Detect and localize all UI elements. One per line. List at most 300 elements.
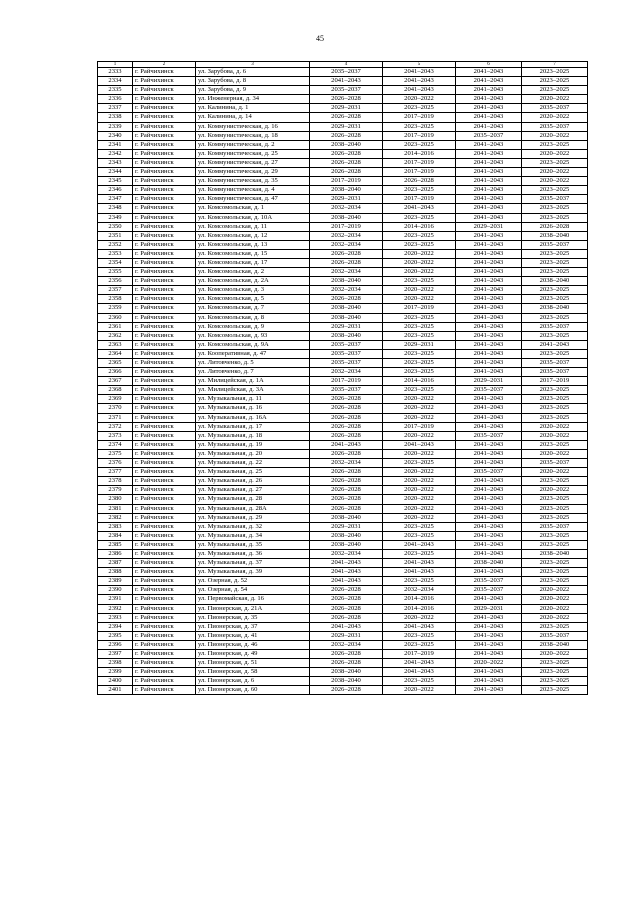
period-3-cell: 2041–2043: [456, 613, 522, 622]
period-1-cell: 2035–2037: [310, 86, 383, 95]
period-2-cell: 2020–2022: [383, 495, 456, 504]
period-3-cell: 2041–2043: [456, 359, 522, 368]
period-4-cell: 2023–2025: [522, 677, 588, 686]
period-2-cell: 2041–2043: [383, 559, 456, 568]
table-row: [98, 440, 588, 449]
city-cell: г. Райчихинск: [133, 622, 196, 631]
period-4-cell: 2023–2025: [522, 404, 588, 413]
address-cell: ул. Музыкальная, д. 35: [196, 540, 310, 549]
period-4-cell: 2020–2022: [522, 586, 588, 595]
address-cell: ул. Зарубова, д. 9: [196, 86, 310, 95]
table-row: [98, 513, 588, 522]
row-number-cell: 2354: [98, 258, 133, 267]
city-cell: г. Райчихинск: [133, 586, 196, 595]
period-1-cell: 2017–2019: [310, 222, 383, 231]
row-number-cell: 2346: [98, 186, 133, 195]
period-2-cell: 2017–2019: [383, 158, 456, 167]
period-1-cell: 2029–2031: [310, 195, 383, 204]
row-number-cell: 2363: [98, 340, 133, 349]
period-1-cell: 2038–2040: [310, 531, 383, 540]
period-1-cell: 2026–2028: [310, 395, 383, 404]
table-row: [98, 559, 588, 568]
period-1-cell: 2026–2028: [310, 495, 383, 504]
address-cell: ул. Пионерская, д. 37: [196, 622, 310, 631]
period-1-cell: 2017–2019: [310, 377, 383, 386]
period-1-cell: 2035–2037: [310, 349, 383, 358]
table-row: [98, 604, 588, 613]
page-number: 45: [316, 34, 324, 43]
period-1-cell: 2032–2034: [310, 268, 383, 277]
city-cell: г. Райчихинск: [133, 77, 196, 86]
table-row: [98, 568, 588, 577]
row-number-cell: 2339: [98, 122, 133, 131]
address-cell: ул. Комсомольская, д. 17: [196, 258, 310, 267]
period-4-cell: 2035–2037: [522, 459, 588, 468]
period-2-cell: 2026–2028: [383, 177, 456, 186]
period-3-cell: 2041–2043: [456, 440, 522, 449]
period-1-cell: 2041–2043: [310, 577, 383, 586]
table-row: [98, 104, 588, 113]
period-1-cell: 2017–2019: [310, 177, 383, 186]
period-4-cell: 2020–2022: [522, 486, 588, 495]
period-3-cell: 2041–2043: [456, 668, 522, 677]
city-cell: г. Райчихинск: [133, 568, 196, 577]
period-2-cell: 2017–2019: [383, 168, 456, 177]
column-number-6: 6: [456, 62, 522, 68]
period-4-cell: 2023–2025: [522, 295, 588, 304]
period-2-cell: 2023–2025: [383, 277, 456, 286]
period-2-cell: 2023–2025: [383, 640, 456, 649]
period-1-cell: 2026–2028: [310, 249, 383, 258]
city-cell: г. Райчихинск: [133, 449, 196, 458]
period-3-cell: 2041–2043: [456, 122, 522, 131]
period-4-cell: 2020–2022: [522, 95, 588, 104]
address-cell: ул. Комсомольская, д. 2: [196, 268, 310, 277]
table-row: [98, 386, 588, 395]
city-cell: г. Райчихинск: [133, 522, 196, 531]
period-1-cell: 2035–2037: [310, 340, 383, 349]
period-1-cell: 2038–2040: [310, 304, 383, 313]
period-2-cell: 2020–2022: [383, 258, 456, 267]
address-cell: ул. Коммунистическая, д. 47: [196, 195, 310, 204]
period-2-cell: 2023–2025: [383, 522, 456, 531]
city-cell: г. Райчихинск: [133, 395, 196, 404]
row-number-cell: 2375: [98, 449, 133, 458]
period-2-cell: 2020–2022: [383, 413, 456, 422]
period-3-cell: 2041–2043: [456, 186, 522, 195]
period-4-cell: 2023–2025: [522, 477, 588, 486]
address-cell: ул. Инженерная, д. 34: [196, 95, 310, 104]
row-number-cell: 2341: [98, 140, 133, 149]
row-number-cell: 2385: [98, 540, 133, 549]
table-row: [98, 286, 588, 295]
city-cell: г. Райчихинск: [133, 422, 196, 431]
city-cell: г. Райчихинск: [133, 640, 196, 649]
table-row: [98, 349, 588, 358]
period-2-cell: 2023–2025: [383, 549, 456, 558]
address-cell: ул. Музыкальная, д. 18: [196, 431, 310, 440]
city-cell: г. Райчихинск: [133, 331, 196, 340]
period-1-cell: 2026–2028: [310, 168, 383, 177]
city-cell: г. Райчихинск: [133, 95, 196, 104]
period-4-cell: 2023–2025: [522, 204, 588, 213]
period-4-cell: 2023–2025: [522, 622, 588, 631]
address-cell: ул. Пионерская, д. 60: [196, 686, 310, 695]
address-cell: ул. Калинина, д. 1: [196, 104, 310, 113]
row-number-cell: 2360: [98, 313, 133, 322]
period-3-cell: 2029–2031: [456, 604, 522, 613]
period-4-cell: 2023–2025: [522, 413, 588, 422]
period-3-cell: 2041–2043: [456, 549, 522, 558]
period-1-cell: 2038–2040: [310, 313, 383, 322]
table-row: [98, 359, 588, 368]
column-number-7: 7: [522, 62, 588, 68]
period-4-cell: 2023–2025: [522, 213, 588, 222]
period-3-cell: 2041–2043: [456, 531, 522, 540]
city-cell: г. Райчихинск: [133, 131, 196, 140]
row-number-cell: 2398: [98, 659, 133, 668]
city-cell: г. Райчихинск: [133, 413, 196, 422]
table-row: [98, 222, 588, 231]
address-cell: ул. Первомайская, д. 16: [196, 595, 310, 604]
table-row: [98, 213, 588, 222]
address-cell: ул. Озерная, д. 52: [196, 577, 310, 586]
period-3-cell: 2041–2043: [456, 413, 522, 422]
period-4-cell: 2023–2025: [522, 540, 588, 549]
row-number-cell: 2396: [98, 640, 133, 649]
table-row: [98, 677, 588, 686]
period-2-cell: 2032–2034: [383, 586, 456, 595]
city-cell: г. Райчихинск: [133, 668, 196, 677]
period-1-cell: 2026–2028: [310, 686, 383, 695]
period-2-cell: 2023–2025: [383, 459, 456, 468]
period-1-cell: 2026–2028: [310, 449, 383, 458]
period-4-cell: 2023–2025: [522, 158, 588, 167]
period-4-cell: 2023–2025: [522, 531, 588, 540]
period-1-cell: 2032–2034: [310, 640, 383, 649]
city-cell: г. Райчихинск: [133, 431, 196, 440]
address-cell: ул. Музыкальная, д. 11: [196, 395, 310, 404]
period-4-cell: 2020–2022: [522, 177, 588, 186]
table-row: [98, 668, 588, 677]
address-cell: ул. Комсомольская, д. 3: [196, 286, 310, 295]
city-cell: г. Райчихинск: [133, 650, 196, 659]
table-row: [98, 195, 588, 204]
period-3-cell: 2041–2043: [456, 95, 522, 104]
period-3-cell: 2041–2043: [456, 631, 522, 640]
row-number-cell: 2383: [98, 522, 133, 531]
period-1-cell: 2026–2028: [310, 158, 383, 167]
period-2-cell: 2023–2025: [383, 349, 456, 358]
row-number-cell: 2343: [98, 158, 133, 167]
table-row: [98, 149, 588, 158]
city-cell: г. Райчихинск: [133, 677, 196, 686]
period-3-cell: 2041–2043: [456, 368, 522, 377]
row-number-cell: 2338: [98, 113, 133, 122]
city-cell: г. Райчихинск: [133, 240, 196, 249]
table-row: [98, 486, 588, 495]
period-2-cell: 2017–2019: [383, 113, 456, 122]
period-2-cell: 2020–2022: [383, 404, 456, 413]
period-1-cell: 2026–2028: [310, 604, 383, 613]
period-1-cell: 2038–2040: [310, 513, 383, 522]
period-1-cell: 2038–2040: [310, 140, 383, 149]
address-cell: ул. Зарубова, д. 6: [196, 68, 310, 77]
period-2-cell: 2023–2025: [383, 313, 456, 322]
address-cell: ул. Коммунистическая, д. 4: [196, 186, 310, 195]
city-cell: г. Райчихинск: [133, 231, 196, 240]
period-3-cell: 2041–2043: [456, 177, 522, 186]
address-cell: ул. Музыкальная, д. 19: [196, 440, 310, 449]
row-number-cell: 2351: [98, 231, 133, 240]
period-3-cell: 2041–2043: [456, 113, 522, 122]
period-1-cell: 2029–2031: [310, 322, 383, 331]
period-4-cell: 2023–2025: [522, 568, 588, 577]
period-1-cell: 2041–2043: [310, 77, 383, 86]
city-cell: г. Райчихинск: [133, 149, 196, 158]
period-3-cell: 2041–2043: [456, 595, 522, 604]
table-row: [98, 495, 588, 504]
city-cell: г. Райчихинск: [133, 459, 196, 468]
address-cell: ул. Комсомольская, д. 7: [196, 304, 310, 313]
address-cell: ул. Комсомольская, д. 8: [196, 313, 310, 322]
period-1-cell: 2026–2028: [310, 431, 383, 440]
period-4-cell: 2038–2040: [522, 304, 588, 313]
period-4-cell: 2020–2022: [522, 113, 588, 122]
row-number-cell: 2362: [98, 331, 133, 340]
period-3-cell: 2041–2043: [456, 213, 522, 222]
address-cell: ул. Музыкальная, д. 26: [196, 477, 310, 486]
period-4-cell: 2023–2025: [522, 86, 588, 95]
row-number-cell: 2361: [98, 322, 133, 331]
period-3-cell: 2041–2043: [456, 204, 522, 213]
table-row: [98, 268, 588, 277]
address-cell: ул. Пионерская, д. 46: [196, 640, 310, 649]
address-cell: ул. Пионерская, д. 6: [196, 677, 310, 686]
period-3-cell: 2041–2043: [456, 449, 522, 458]
address-cell: ул. Музыкальная, д. 25: [196, 468, 310, 477]
address-cell: ул. Музыкальная, д. 22: [196, 459, 310, 468]
period-4-cell: 2020–2022: [522, 422, 588, 431]
period-2-cell: 2020–2022: [383, 295, 456, 304]
table-row: [98, 295, 588, 304]
city-cell: г. Райчихинск: [133, 513, 196, 522]
period-4-cell: 2020–2022: [522, 431, 588, 440]
row-number-cell: 2353: [98, 249, 133, 258]
period-4-cell: 2023–2025: [522, 386, 588, 395]
row-number-cell: 2352: [98, 240, 133, 249]
period-1-cell: 2032–2034: [310, 368, 383, 377]
period-4-cell: 2023–2025: [522, 331, 588, 340]
address-cell: ул. Озерная, д. 54: [196, 586, 310, 595]
period-3-cell: 2041–2043: [456, 622, 522, 631]
period-3-cell: 2041–2043: [456, 240, 522, 249]
period-2-cell: 2014–2016: [383, 604, 456, 613]
period-1-cell: 2032–2034: [310, 240, 383, 249]
city-cell: г. Райчихинск: [133, 631, 196, 640]
row-number-cell: 2348: [98, 204, 133, 213]
period-2-cell: 2023–2025: [383, 122, 456, 131]
period-1-cell: 2032–2034: [310, 204, 383, 213]
address-cell: ул. Коммунистическая, д. 29: [196, 168, 310, 177]
period-2-cell: 2020–2022: [383, 686, 456, 695]
period-1-cell: 2029–2031: [310, 104, 383, 113]
city-cell: г. Райчихинск: [133, 531, 196, 540]
table-row: [98, 258, 588, 267]
row-number-cell: 2389: [98, 577, 133, 586]
period-4-cell: 2020–2022: [522, 449, 588, 458]
address-cell: ул. Пионерская, д. 51: [196, 659, 310, 668]
period-4-cell: 2023–2025: [522, 77, 588, 86]
period-1-cell: 2032–2034: [310, 549, 383, 558]
table-row: [98, 158, 588, 167]
period-4-cell: 2020–2022: [522, 168, 588, 177]
period-3-cell: 2041–2043: [456, 304, 522, 313]
period-3-cell: 2041–2043: [456, 677, 522, 686]
period-4-cell: 2017–2019: [522, 377, 588, 386]
period-3-cell: 2035–2037: [456, 577, 522, 586]
period-4-cell: 2023–2025: [522, 577, 588, 586]
period-2-cell: 2023–2025: [383, 104, 456, 113]
period-3-cell: 2035–2037: [456, 586, 522, 595]
row-number-cell: 2391: [98, 595, 133, 604]
period-4-cell: 2035–2037: [522, 522, 588, 531]
city-cell: г. Райчихинск: [133, 322, 196, 331]
row-number-cell: 2395: [98, 631, 133, 640]
address-cell: ул. Музыкальная, д. 28А: [196, 504, 310, 513]
city-cell: г. Райчихинск: [133, 249, 196, 258]
city-cell: г. Райчихинск: [133, 386, 196, 395]
period-3-cell: 2041–2043: [456, 286, 522, 295]
period-2-cell: 2023–2025: [383, 677, 456, 686]
period-1-cell: 2038–2040: [310, 331, 383, 340]
city-cell: г. Райчихинск: [133, 258, 196, 267]
city-cell: г. Райчихинск: [133, 186, 196, 195]
period-4-cell: 2035–2037: [522, 104, 588, 113]
period-2-cell: 2020–2022: [383, 613, 456, 622]
row-number-cell: 2373: [98, 431, 133, 440]
period-2-cell: 2029–2031: [383, 340, 456, 349]
period-1-cell: 2038–2040: [310, 668, 383, 677]
row-number-cell: 2388: [98, 568, 133, 577]
city-cell: г. Райчихинск: [133, 495, 196, 504]
address-cell: ул. Музыкальная, д. 36: [196, 549, 310, 558]
address-cell: ул. Комсомольская, д. 10А: [196, 213, 310, 222]
city-cell: г. Райчихинск: [133, 377, 196, 386]
row-number-cell: 2358: [98, 295, 133, 304]
row-number-cell: 2344: [98, 168, 133, 177]
row-number-cell: 2334: [98, 77, 133, 86]
period-1-cell: 2026–2028: [310, 95, 383, 104]
row-number-cell: 2399: [98, 668, 133, 677]
row-number-cell: 2342: [98, 149, 133, 158]
address-cell: ул. Коммунистическая, д. 16: [196, 122, 310, 131]
table-row: [98, 622, 588, 631]
column-number-2: 2: [133, 62, 196, 68]
row-number-cell: 2401: [98, 686, 133, 695]
address-cell: ул. Комсомольская, д. 11: [196, 222, 310, 231]
row-number-cell: 2349: [98, 213, 133, 222]
period-3-cell: 2041–2043: [456, 459, 522, 468]
city-cell: г. Райчихинск: [133, 604, 196, 613]
table-row: [98, 659, 588, 668]
table-row: [98, 449, 588, 458]
city-cell: г. Райчихинск: [133, 349, 196, 358]
row-number-cell: 2364: [98, 349, 133, 358]
row-number-cell: 2356: [98, 277, 133, 286]
period-1-cell: 2035–2037: [310, 359, 383, 368]
period-4-cell: 2023–2025: [522, 140, 588, 149]
address-cell: ул. Коммунистическая, д. 2: [196, 140, 310, 149]
period-3-cell: 2041–2043: [456, 313, 522, 322]
city-cell: г. Райчихинск: [133, 686, 196, 695]
city-cell: г. Райчихинск: [133, 404, 196, 413]
address-cell: ул. Комсомольская, д. 1: [196, 204, 310, 213]
table-row: [98, 577, 588, 586]
period-2-cell: 2041–2043: [383, 440, 456, 449]
period-4-cell: 2020–2022: [522, 595, 588, 604]
row-number-cell: 2379: [98, 486, 133, 495]
period-3-cell: 2041–2043: [456, 395, 522, 404]
row-number-cell: 2367: [98, 377, 133, 386]
period-4-cell: 2020–2022: [522, 468, 588, 477]
address-cell: ул. Пионерская, д. 58: [196, 668, 310, 677]
period-3-cell: 2041–2043: [456, 540, 522, 549]
period-3-cell: 2041–2043: [456, 340, 522, 349]
city-cell: г. Райчихинск: [133, 540, 196, 549]
row-number-cell: 2371: [98, 413, 133, 422]
period-3-cell: 2041–2043: [456, 404, 522, 413]
address-cell: ул. Комсомольская, д. 13: [196, 240, 310, 249]
address-cell: ул. Комсомольская, д. 93: [196, 331, 310, 340]
period-4-cell: 2023–2025: [522, 186, 588, 195]
city-cell: г. Райчихинск: [133, 286, 196, 295]
table-row: [98, 168, 588, 177]
period-2-cell: 2023–2025: [383, 186, 456, 195]
period-4-cell: 2038–2040: [522, 640, 588, 649]
table-row: [98, 586, 588, 595]
period-2-cell: 2020–2022: [383, 95, 456, 104]
period-3-cell: 2041–2043: [456, 149, 522, 158]
period-4-cell: 2023–2025: [522, 659, 588, 668]
table-row: [98, 113, 588, 122]
period-2-cell: 2041–2043: [383, 540, 456, 549]
period-2-cell: 2020–2022: [383, 486, 456, 495]
period-4-cell: 2035–2037: [522, 322, 588, 331]
period-4-cell: 2020–2022: [522, 604, 588, 613]
address-cell: ул. Музыкальная, д. 34: [196, 531, 310, 540]
period-1-cell: 2026–2028: [310, 586, 383, 595]
table-row: [98, 177, 588, 186]
row-number-cell: 2377: [98, 468, 133, 477]
address-cell: ул. Музыкальная, д. 17: [196, 422, 310, 431]
period-1-cell: 2038–2040: [310, 540, 383, 549]
address-cell: ул. Комсомольская, д. 2А: [196, 277, 310, 286]
row-number-cell: 2347: [98, 195, 133, 204]
city-cell: г. Райчихинск: [133, 268, 196, 277]
period-4-cell: 2035–2037: [522, 240, 588, 249]
table-row: [98, 459, 588, 468]
period-4-cell: 2023–2025: [522, 504, 588, 513]
table-row: [98, 131, 588, 140]
period-2-cell: 2023–2025: [383, 386, 456, 395]
city-cell: г. Райчихинск: [133, 158, 196, 167]
period-1-cell: 2029–2031: [310, 631, 383, 640]
city-cell: г. Райчихинск: [133, 277, 196, 286]
row-number-cell: 2345: [98, 177, 133, 186]
period-2-cell: 2023–2025: [383, 322, 456, 331]
period-2-cell: 2023–2025: [383, 331, 456, 340]
